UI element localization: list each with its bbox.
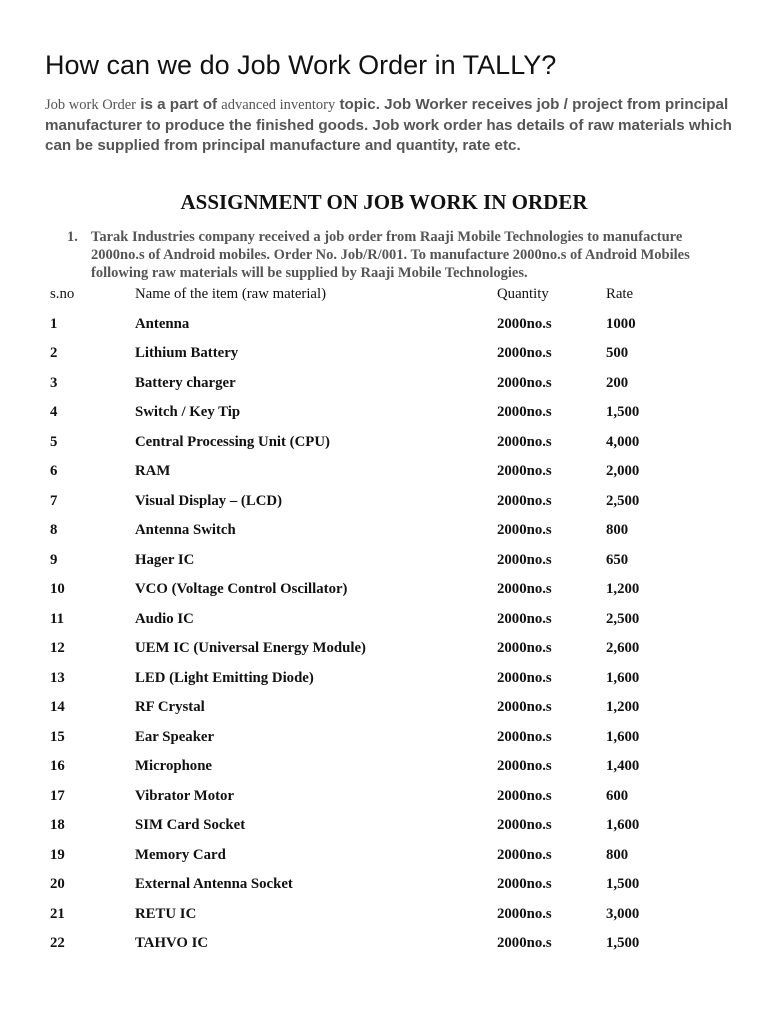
row-rate: 2,600	[606, 640, 640, 656]
row-quantity: 2000no.s	[497, 610, 552, 627]
row-sno: 15	[50, 728, 65, 745]
row-item-name: RAM	[135, 463, 171, 479]
row-sno: 12	[50, 640, 65, 656]
header-rate: Rate	[606, 286, 634, 302]
row-item-name: Ear Speaker	[135, 728, 215, 745]
row-quantity: 2000no.s	[497, 905, 552, 922]
row-sno: 13	[50, 669, 65, 686]
row-item-name: External Antenna Socket	[135, 876, 293, 892]
row-sno: 18	[50, 817, 65, 833]
table-header-row	[50, 282, 710, 312]
table-row	[50, 902, 710, 932]
row-sno: 3	[50, 374, 58, 391]
row-item-name: Vibrator Motor	[135, 787, 235, 804]
table-row	[50, 784, 710, 814]
row-item-name: Switch / Key Tip	[135, 404, 241, 420]
row-sno: 4	[50, 404, 58, 420]
row-sno: 8	[50, 522, 58, 538]
row-quantity: 2000no.s	[497, 699, 552, 715]
table-row	[50, 341, 710, 371]
row-sno: 6	[50, 463, 58, 479]
table-row	[50, 843, 710, 873]
table-row	[50, 725, 710, 755]
row-rate: 1,600	[606, 728, 640, 745]
row-item-name: Antenna	[135, 315, 190, 332]
intro-term-advanced-inventory: advanced inventory	[221, 97, 336, 113]
header-item-name: Name of the item (raw material)	[135, 286, 327, 302]
row-rate: 1,600	[606, 817, 640, 833]
table-row	[50, 400, 710, 430]
row-item-name: SIM Card Socket	[135, 817, 246, 833]
row-rate: 4,000	[606, 433, 640, 450]
row-sno: 9	[50, 551, 58, 568]
row-item-name: Antenna Switch	[135, 522, 236, 538]
row-sno: 22	[50, 935, 65, 951]
row-sno: 5	[50, 433, 58, 450]
table-row	[50, 813, 710, 843]
row-quantity: 2000no.s	[497, 817, 552, 833]
row-quantity: 2000no.s	[497, 551, 552, 568]
row-quantity: 2000no.s	[497, 492, 552, 509]
table-row	[50, 666, 710, 696]
intro-text-2: topic. Job Worker receives job / project from principal manufacturer to produce the finished goods. Job work order has details of raw materials which can be supplied from principal manufacture and quantity, rate etc.	[45, 96, 732, 154]
row-rate: 3,000	[606, 905, 640, 922]
row-rate: 650	[606, 551, 629, 568]
table-row	[50, 931, 710, 961]
row-rate: 1,500	[606, 935, 640, 951]
row-sno: 11	[50, 610, 64, 627]
row-item-name: UEM IC (Universal Energy Module)	[135, 640, 366, 656]
page-title: How can we do Job Work Order in TALLY?	[45, 50, 557, 80]
row-rate: 800	[606, 522, 629, 538]
intro-term-job-work-order: Job work Order	[45, 97, 137, 113]
table-row	[50, 371, 710, 401]
row-item-name: Microphone	[135, 758, 212, 774]
row-quantity: 2000no.s	[497, 581, 552, 597]
row-sno: 10	[50, 581, 65, 597]
row-sno: 20	[50, 876, 65, 892]
row-quantity: 2000no.s	[497, 374, 552, 391]
intro-text-1: is a part of	[136, 96, 222, 113]
table-row	[50, 430, 710, 460]
task-number: 1.	[67, 229, 78, 245]
row-quantity: 2000no.s	[497, 640, 552, 656]
row-rate: 2,500	[606, 492, 640, 509]
row-item-name: Battery charger	[135, 374, 236, 391]
row-rate: 1,200	[606, 581, 640, 597]
table-row	[50, 489, 710, 519]
header-sno: s.no	[50, 286, 75, 302]
row-rate: 1,600	[606, 669, 640, 686]
row-sno: 14	[50, 699, 65, 715]
row-quantity: 2000no.s	[497, 345, 552, 361]
table-row	[50, 459, 710, 489]
header-quantity: Quantity	[497, 286, 549, 302]
row-rate: 1,500	[606, 876, 640, 892]
row-item-name: Lithium Battery	[135, 345, 239, 361]
row-quantity: 2000no.s	[497, 669, 552, 686]
row-rate: 1000	[606, 315, 636, 332]
row-rate: 1,200	[606, 699, 640, 715]
row-quantity: 2000no.s	[497, 846, 552, 863]
row-rate: 1,400	[606, 758, 640, 774]
table-row	[50, 312, 710, 342]
intro-paragraph	[45, 95, 735, 157]
row-quantity: 2000no.s	[497, 463, 552, 479]
row-sno: 21	[50, 905, 65, 922]
table-row	[50, 518, 710, 548]
table-row	[50, 636, 710, 666]
task-item	[67, 228, 727, 282]
row-quantity: 2000no.s	[497, 728, 552, 745]
task-text: Tarak Industries company received a job order from Raaji Mobile Technologies to manufacture 2000no.s of Android mobiles. Order No. Job/R/001. To manufacture 2000no.s of Android Mobiles following raw materials will be supplied by Raaji Mobile Technologies.	[91, 229, 690, 281]
row-item-name: Central Processing Unit (CPU)	[135, 433, 330, 450]
table-row	[50, 548, 710, 578]
row-rate: 200	[606, 374, 629, 391]
raw-materials-table	[50, 282, 710, 961]
row-item-name: Hager IC	[135, 551, 195, 568]
row-quantity: 2000no.s	[497, 315, 552, 332]
row-rate: 1,500	[606, 404, 640, 420]
row-rate: 2,000	[606, 463, 640, 479]
row-quantity: 2000no.s	[497, 787, 552, 804]
table-row	[50, 607, 710, 637]
table-row	[50, 695, 710, 725]
table-row	[50, 577, 710, 607]
row-item-name: TAHVO IC	[135, 935, 209, 951]
row-item-name: RF Crystal	[135, 699, 205, 715]
row-quantity: 2000no.s	[497, 433, 552, 450]
row-item-name: Visual Display – (LCD)	[135, 492, 283, 509]
row-sno: 19	[50, 846, 65, 863]
row-rate: 800	[606, 846, 629, 863]
row-item-name: Memory Card	[135, 846, 226, 863]
row-sno: 16	[50, 758, 65, 774]
row-rate: 600	[606, 787, 629, 804]
row-item-name: LED (Light Emitting Diode)	[135, 669, 314, 686]
row-item-name: Audio IC	[135, 610, 194, 627]
table-row	[50, 754, 710, 784]
row-sno: 7	[50, 492, 58, 509]
assignment-heading: ASSIGNMENT ON JOB WORK IN ORDER	[180, 190, 588, 214]
row-rate: 500	[606, 345, 629, 361]
row-quantity: 2000no.s	[497, 758, 552, 774]
row-sno: 1	[50, 315, 58, 332]
row-rate: 2,500	[606, 610, 640, 627]
row-item-name: VCO (Voltage Control Oscillator)	[135, 581, 348, 597]
row-quantity: 2000no.s	[497, 404, 552, 420]
table-row	[50, 872, 710, 902]
row-quantity: 2000no.s	[497, 876, 552, 892]
row-sno: 17	[50, 787, 65, 804]
row-quantity: 2000no.s	[497, 522, 552, 538]
row-item-name: RETU IC	[135, 905, 197, 922]
row-sno: 2	[50, 345, 58, 361]
row-quantity: 2000no.s	[497, 935, 552, 951]
